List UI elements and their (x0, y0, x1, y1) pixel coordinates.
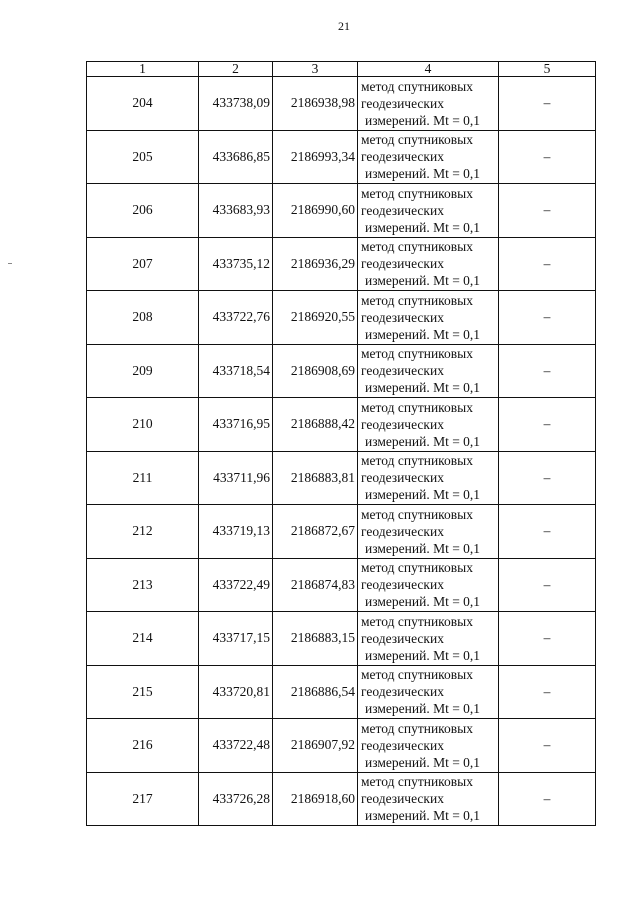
point-number-cell: 205 (87, 130, 199, 184)
x-coordinate-cell: 433686,85 (199, 130, 273, 184)
method-cell (358, 237, 499, 291)
note-cell: – (499, 130, 596, 184)
x-coordinate-cell: 433735,12 (199, 237, 273, 291)
x-coordinate-cell: 433722,49 (199, 558, 273, 612)
note-cell: – (499, 398, 596, 452)
x-coordinate-cell: 433719,13 (199, 505, 273, 559)
method-cell (358, 130, 499, 184)
x-coordinate-cell: 433722,76 (199, 291, 273, 345)
method-line: метод спутниковых (361, 506, 473, 522)
method-line: метод спутниковых (361, 453, 473, 469)
note-cell: – (499, 505, 596, 559)
y-coordinate-cell: 2186886,54 (273, 665, 358, 719)
table-header (87, 62, 596, 77)
table-row (87, 505, 596, 559)
x-coordinate-cell: 433717,15 (199, 612, 273, 666)
x-coordinate-cell: 433716,95 (199, 398, 273, 452)
page-number: 21 (338, 19, 350, 33)
method-line: метод спутниковых (361, 346, 473, 362)
y-coordinate-cell: 2186920,55 (273, 291, 358, 345)
x-coordinate-cell: 433683,93 (199, 184, 273, 238)
point-number-cell: 212 (87, 505, 199, 559)
column-header-3: 3 (273, 62, 358, 77)
method-line: измерений. Mt = 0,1 (365, 326, 481, 342)
table-row (87, 451, 596, 505)
table-row (87, 772, 596, 826)
note-cell: – (499, 291, 596, 345)
method-line: измерений. Mt = 0,1 (365, 487, 481, 503)
note-cell: – (499, 451, 596, 505)
table-row (87, 130, 596, 184)
method-line: геодезических (361, 523, 444, 539)
note-cell: – (499, 184, 596, 238)
method-cell (358, 398, 499, 452)
y-coordinate-cell: 2186883,81 (273, 451, 358, 505)
margin-mark (8, 263, 12, 264)
table-row (87, 77, 596, 131)
x-coordinate-cell: 433722,48 (199, 719, 273, 773)
point-number-cell: 214 (87, 612, 199, 666)
method-line: геодезических (361, 256, 444, 272)
column-header-5: 5 (499, 62, 596, 77)
y-coordinate-cell: 2186918,60 (273, 772, 358, 826)
method-line: метод спутниковых (361, 78, 473, 94)
method-line: геодезических (361, 684, 444, 700)
method-line: метод спутниковых (361, 613, 473, 629)
method-cell (358, 665, 499, 719)
method-line: геодезических (361, 791, 444, 807)
method-line: измерений. Mt = 0,1 (365, 166, 481, 182)
method-line: геодезических (361, 363, 444, 379)
y-coordinate-cell: 2186874,83 (273, 558, 358, 612)
method-cell (358, 505, 499, 559)
table-row (87, 612, 596, 666)
column-header-2: 2 (199, 62, 273, 77)
method-line: измерений. Mt = 0,1 (365, 112, 481, 128)
table-row (87, 398, 596, 452)
method-line: измерений. Mt = 0,1 (365, 594, 481, 610)
method-line: измерений. Mt = 0,1 (365, 808, 481, 824)
method-line: геодезических (361, 309, 444, 325)
table-row (87, 719, 596, 773)
note-cell: – (499, 772, 596, 826)
method-line: измерений. Mt = 0,1 (365, 754, 481, 770)
method-cell (358, 612, 499, 666)
point-number-cell: 213 (87, 558, 199, 612)
method-line: метод спутниковых (361, 667, 473, 683)
point-number-cell: 209 (87, 344, 199, 398)
y-coordinate-cell: 2186938,98 (273, 77, 358, 131)
header-row (87, 62, 596, 77)
point-number-cell: 216 (87, 719, 199, 773)
note-cell: – (499, 237, 596, 291)
method-line: геодезических (361, 577, 444, 593)
coordinates-table (86, 61, 596, 826)
method-line: метод спутниковых (361, 774, 473, 790)
table-row (87, 344, 596, 398)
note-cell: – (499, 344, 596, 398)
method-cell (358, 558, 499, 612)
note-cell: – (499, 558, 596, 612)
method-cell (358, 291, 499, 345)
method-line: геодезических (361, 416, 444, 432)
method-line: метод спутниковых (361, 292, 473, 308)
x-coordinate-cell: 433738,09 (199, 77, 273, 131)
x-coordinate-cell: 433726,28 (199, 772, 273, 826)
y-coordinate-cell: 2186907,92 (273, 719, 358, 773)
y-coordinate-cell: 2186872,67 (273, 505, 358, 559)
table-row (87, 665, 596, 719)
method-line: измерений. Mt = 0,1 (365, 540, 481, 556)
method-cell (358, 344, 499, 398)
table-row (87, 291, 596, 345)
method-cell (358, 451, 499, 505)
method-line: метод спутниковых (361, 132, 473, 148)
point-number-cell: 215 (87, 665, 199, 719)
method-line: геодезических (361, 470, 444, 486)
x-coordinate-cell: 433720,81 (199, 665, 273, 719)
y-coordinate-cell: 2186993,34 (273, 130, 358, 184)
method-line: измерений. Mt = 0,1 (365, 433, 481, 449)
y-coordinate-cell: 2186908,69 (273, 344, 358, 398)
note-cell: – (499, 77, 596, 131)
table-row (87, 184, 596, 238)
point-number-cell: 208 (87, 291, 199, 345)
method-line: измерений. Mt = 0,1 (365, 380, 481, 396)
x-coordinate-cell: 433718,54 (199, 344, 273, 398)
method-line: измерений. Mt = 0,1 (365, 701, 481, 717)
y-coordinate-cell: 2186936,29 (273, 237, 358, 291)
point-number-cell: 210 (87, 398, 199, 452)
note-cell: – (499, 612, 596, 666)
note-cell: – (499, 665, 596, 719)
column-header-1: 1 (87, 62, 199, 77)
method-line: метод спутниковых (361, 239, 473, 255)
table-row (87, 237, 596, 291)
point-number-cell: 204 (87, 77, 199, 131)
point-number-cell: 217 (87, 772, 199, 826)
method-cell (358, 719, 499, 773)
method-line: метод спутниковых (361, 399, 473, 415)
method-line: геодезических (361, 737, 444, 753)
table-row (87, 558, 596, 612)
method-cell (358, 184, 499, 238)
method-line: метод спутниковых (361, 560, 473, 576)
x-coordinate-cell: 433711,96 (199, 451, 273, 505)
method-line: геодезических (361, 630, 444, 646)
table-body (87, 77, 596, 826)
point-number-cell: 206 (87, 184, 199, 238)
column-header-4: 4 (358, 62, 499, 77)
method-line: измерений. Mt = 0,1 (365, 219, 481, 235)
point-number-cell: 211 (87, 451, 199, 505)
method-cell (358, 77, 499, 131)
method-line: геодезических (361, 95, 444, 111)
method-line: метод спутниковых (361, 185, 473, 201)
point-number-cell: 207 (87, 237, 199, 291)
method-line: геодезических (361, 202, 444, 218)
y-coordinate-cell: 2186883,15 (273, 612, 358, 666)
method-line: измерений. Mt = 0,1 (365, 273, 481, 289)
y-coordinate-cell: 2186888,42 (273, 398, 358, 452)
method-line: метод спутниковых (361, 720, 473, 736)
note-cell: – (499, 719, 596, 773)
method-cell (358, 772, 499, 826)
method-line: измерений. Mt = 0,1 (365, 647, 481, 663)
method-line: геодезических (361, 149, 444, 165)
y-coordinate-cell: 2186990,60 (273, 184, 358, 238)
